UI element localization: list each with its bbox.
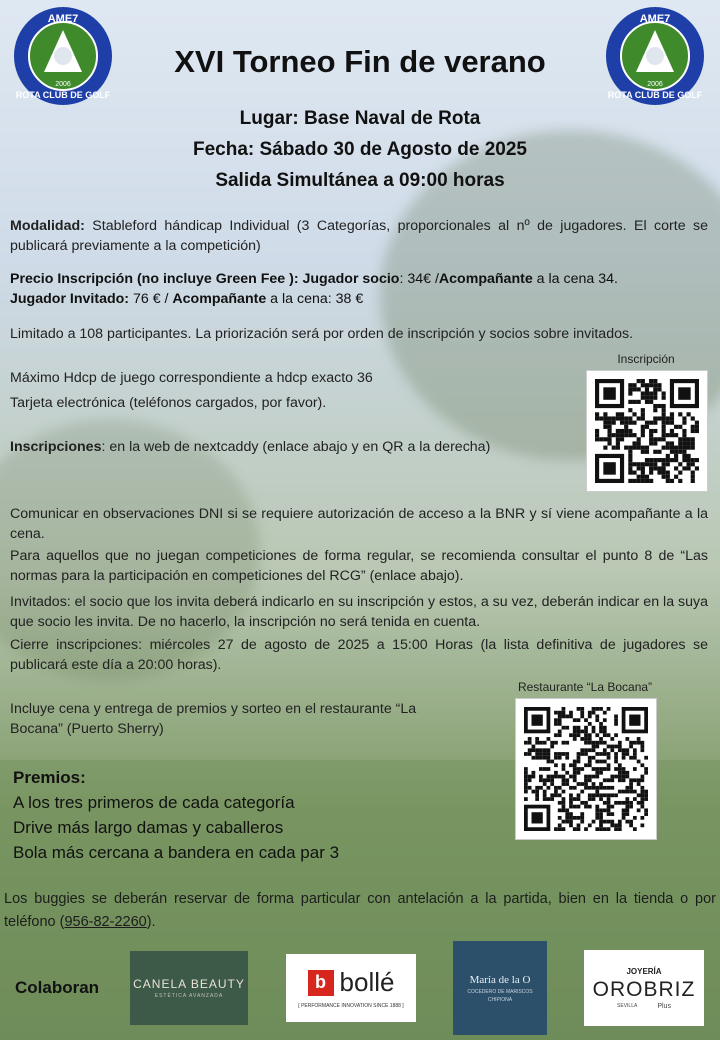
sponsor-canela-beauty[interactable]	[130, 951, 248, 1025]
buggies-end: ).	[146, 914, 156, 930]
logo-ring-text: ROTA CLUB DE GOLF	[15, 90, 111, 100]
maria-name: María de la O	[469, 973, 531, 986]
bolle-icon: b	[308, 970, 334, 996]
maria-sub: COCEDERO DE MARISCOS	[467, 988, 533, 995]
cierre-text: Cierre inscripciones: miércoles 27 de agosto de 2025 a 15:00 Horas (la lista definitiva de jugadores se publicará este día a 20:00 horas).	[10, 637, 708, 673]
fecha-line: Fecha: Sábado 30 de Agosto de 2025	[192, 139, 527, 160]
orobriz-name: OROBRIZ	[592, 977, 696, 1001]
precio-invitado-label: Jugador Invitado:	[10, 291, 130, 307]
club-logo-left	[4, 6, 122, 106]
logo-year: 2006	[647, 81, 663, 88]
qr-restaurante[interactable]	[515, 698, 657, 840]
hdcp-text: Máximo Hdcp de juego correspondiente a hdcp exacto 36	[10, 370, 373, 386]
phone-link[interactable]: 956-82-2260	[64, 914, 147, 930]
limitado-text: Limitado a 108 participantes. La priorización será por orden de inscripción y socios sobre invitados.	[10, 326, 634, 342]
canela-sub: ESTÉTICA AVANZADA	[154, 993, 224, 999]
premio-item: A los tres primeros de cada categoría	[13, 793, 295, 812]
bolle-name: bollé	[339, 967, 395, 997]
sponsor-maria-de-la-o[interactable]	[453, 941, 547, 1035]
precio-socio: : 34€ /	[399, 271, 439, 287]
qr-inscripcion-label: Inscripción	[617, 352, 675, 366]
normas-text: Para aquellos que no juegan competiciones de forma regular, se recomienda consultar el punto 8 de “Las normas para la participación en competiciones del RCG” (enlace abajo).	[10, 548, 708, 584]
page-title: XVI Torneo Fin de verano	[174, 44, 546, 79]
orobriz-plus: Plus	[657, 1002, 671, 1010]
maria-city: CHIPIONA	[487, 996, 513, 1003]
cena-text: Incluye cena y entrega de premios y sorteo en el restaurante “La Bocana” (Puerto Sherry)	[10, 701, 417, 737]
qr-restaurante-label: Restaurante “La Bocana”	[517, 680, 653, 694]
modalidad-label: Modalidad:	[10, 218, 85, 234]
premio-item: Bola más cercana a bandera en cada par 3	[13, 843, 340, 862]
salida-line: Salida Simultánea a 09:00 horas	[215, 170, 505, 191]
buggies-text: Los buggies se deberán reservar de forma particular con antelación a la partida, bien en la tienda o por teléfono (	[4, 891, 716, 930]
dni-text: Comunicar en observaciones DNI si se requiere autorización de acceso a la BNR y sí viene acompañante a la cena.	[10, 506, 708, 542]
qr-inscripcion[interactable]	[586, 370, 708, 492]
club-logo-right	[596, 6, 714, 106]
precio-acomp2-label: Acompañante	[172, 291, 267, 307]
logo-top-text: AME7	[639, 13, 671, 25]
tarjeta-text: Tarjeta electrónica (teléfonos cargados, por favor).	[10, 395, 327, 411]
logo-top-text: AME7	[47, 13, 79, 25]
premios-title: Premios:	[13, 768, 86, 787]
invitados-text: Invitados: el socio que los invita deberá indicarlo en su inscripción y estos, a su vez, deberán indicar en la suya que socio les invita. De no hacerlo, la inscripción no será tenida en cuenta.	[10, 594, 708, 630]
premio-item: Drive más largo damas y caballeros	[13, 818, 284, 837]
canela-name: CANELA BEAUTY	[133, 977, 245, 991]
precio-acomp: a la cena 34.	[532, 271, 618, 287]
precio-acomp-label: Acompañante	[438, 271, 533, 287]
logo-ring-text: ROTA CLUB DE GOLF	[607, 90, 703, 100]
inscripciones-paragraph	[10, 437, 580, 457]
precio-label: Precio Inscripción (no incluye Green Fee ): Jugador socio	[10, 271, 400, 287]
inscripciones-text: : en la web de nextcaddy (enlace abajo y en QR a la derecha)	[101, 439, 491, 455]
sponsor-bolle[interactable]	[286, 954, 416, 1022]
buggies-paragraph	[4, 888, 716, 934]
joyeria-label: JOYERÍA	[626, 966, 662, 976]
orobriz-city: SEVILLA	[617, 1002, 638, 1009]
modalidad-text: Stableford hándicap Individual (3 Categorías, proporcionales al nº de jugadores. El corte se publicará previamente a la competición)	[10, 218, 708, 254]
lugar-line: Lugar: Base Naval de Rota	[239, 108, 481, 129]
precio-acomp2: a la cena: 38 €	[266, 291, 364, 307]
sponsor-orobriz[interactable]	[584, 950, 704, 1026]
precio-paragraph	[10, 269, 708, 309]
modalidad-paragraph	[10, 216, 708, 256]
colaboran-label: Colaboran	[15, 978, 100, 997]
logo-year: 2006	[55, 81, 71, 88]
precio-invitado: 76 € /	[129, 291, 173, 307]
bolle-tagline: [ PERFORMANCE INNOVATION SINCE 1888 ]	[298, 1003, 404, 1009]
inscripciones-label: Inscripciones	[10, 439, 102, 455]
